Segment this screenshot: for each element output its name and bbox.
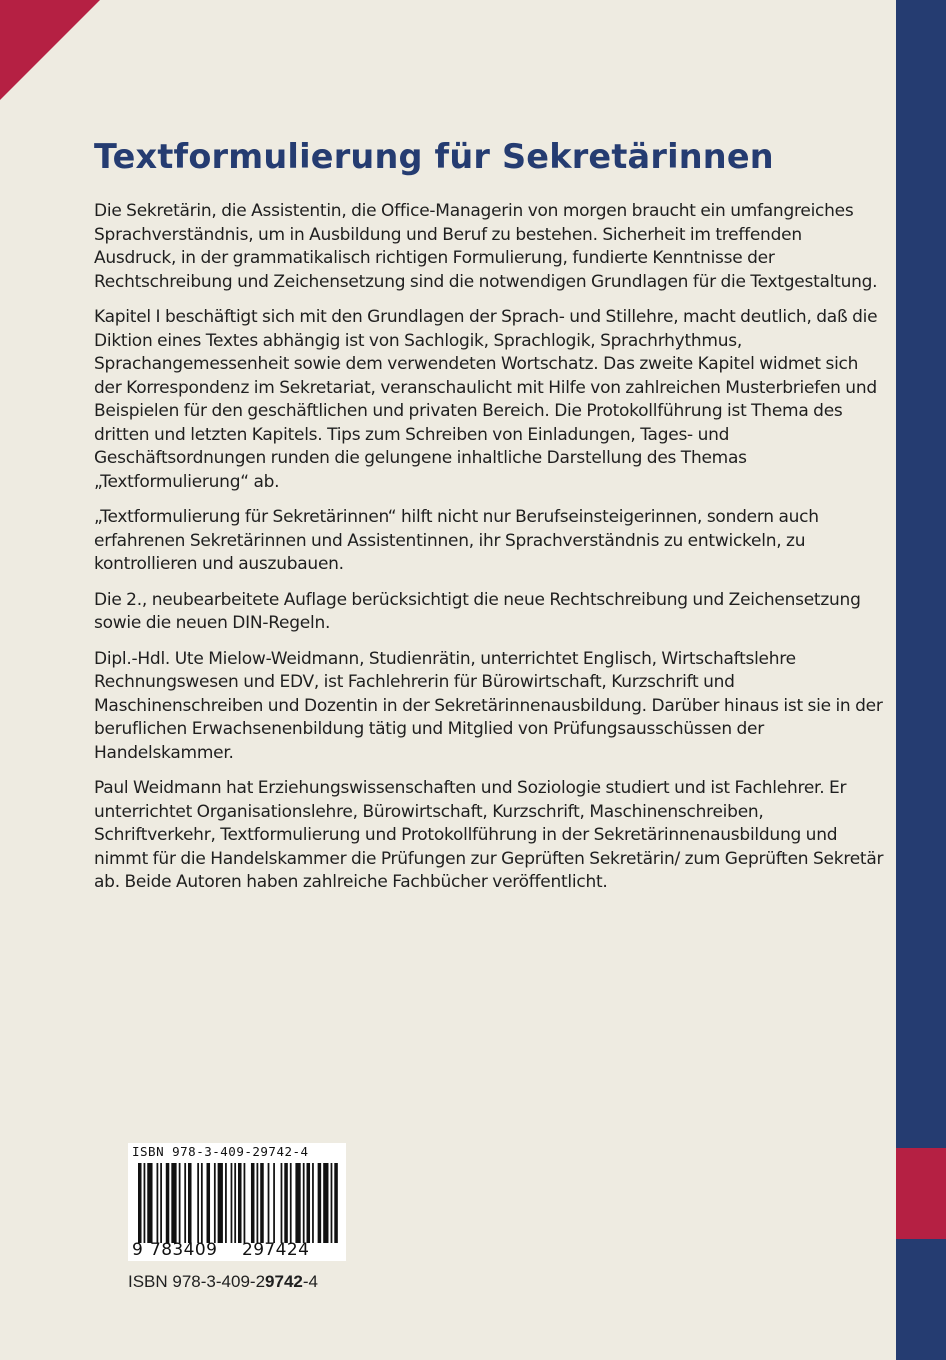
barcode-bar [323, 1163, 328, 1243]
paragraph-intro: Die Sekretärin, die Assistentin, die Office-Managerin von morgen braucht ein umfangreiches Sprachverständnis, um in Ausbildung und Beruf zu bestehen. Sicherheit im treffenden Ausdruck, in der grammatikalisch richtigen Formulierung, fundierte Kenntnisse der Rechtschreibung und Zeichensetzung sind die notwendigen Grundlagen für die Textgestaltung. [94, 201, 878, 292]
barcode-bar [257, 1163, 259, 1243]
paragraph-contents: Kapitel I beschäftigt sich mit den Grundlagen der Sprach- und Stillehre, macht deutlich, daß die Diktion eines Textes abhängig ist von Sachlogik, Sprachlogik, Sprachrhythmus, Sprachangemessenheit sowie dem verwendeten Wortschatz. Das zweite Kapitel widmet sich der Korrespondenz im Sekretariat, veranschaulicht mit Hilfe von zahlreichen Musterbriefen und Beispielen für den geschäftlichen und privaten Bereich. Die Protokollführung ist Thema des dritten und letzten Kapitels. Tips zum Schreiben von Einladungen, Tages- und Geschäftsordnungen runden die gelungene inhaltliche Darstellung des Themas „Textformulierung“ ab. [94, 307, 878, 492]
paragraph-audience: „Textformulierung für Sekretärinnen“ hilft nicht nur Berufseinsteigerinnen, sondern auch erfahrenen Sekretärinnen und Assistentinnen, ihr Sprachverständnis zu entwickeln, zu kontrollieren und auszubauen. [94, 507, 819, 574]
barcode-bar [157, 1163, 159, 1243]
barcode-bar [184, 1163, 186, 1243]
barcode-digit-first: 9 [132, 1240, 144, 1260]
paragraph-edition: Die 2., neubearbeitete Auflage berücksichtigt die neue Rechtschreibung und Zeichensetzung sowie die neuen DIN-Regeln. [94, 589, 861, 633]
barcode-bar [295, 1163, 300, 1243]
barcode-bar [318, 1163, 322, 1243]
paragraph-author-2: Paul Weidmann hat Erziehungswissenschaften und Soziologie studiert und ist Fachlehrer. Er unterrichtet Organisationslehre, Bürowirtschaft, Kurzschrift, Maschinenschreiben, Schriftverkehr, Textformulierung und Protokollführung in der Sekretärinnenausbildung und nimmt für die Handelskammer die Prüfungen zur Geprüften Sekretärin/ zum Geprüften Sekretär ab. Beide Autoren haben zahlreiche Fachbücher veröffentlicht. [94, 778, 884, 892]
isbn-bold-part: 9742 [265, 1272, 303, 1291]
barcode-isbn-text: ISBN 978-3-409-29742-4 [132, 1144, 309, 1159]
barcode-bar [244, 1163, 246, 1243]
barcode-bar [231, 1163, 233, 1243]
barcode-bar [166, 1163, 170, 1243]
barcode-bar [307, 1163, 311, 1243]
barcode-bar [218, 1163, 223, 1243]
barcode-digits-left: 783409 [150, 1240, 218, 1260]
barcode-bar [179, 1163, 181, 1243]
barcode-bar [284, 1163, 288, 1243]
barcode-bar [251, 1163, 255, 1243]
barcode-bars [138, 1163, 338, 1243]
barcode-label [128, 1143, 346, 1261]
barcode-bar [207, 1163, 211, 1243]
blurb-text [94, 200, 884, 907]
barcode-bar [260, 1163, 264, 1243]
barcode-bar [144, 1163, 146, 1243]
barcode-bar [331, 1163, 333, 1243]
barcode-bar [147, 1163, 152, 1243]
barcode-bar [201, 1163, 203, 1243]
barcode-bar [197, 1163, 199, 1243]
barcode-bar [273, 1163, 275, 1243]
barcode-bar [268, 1163, 270, 1243]
isbn-suffix: -4 [302, 1272, 318, 1291]
barcode-bar [138, 1163, 142, 1243]
barcode-bar [303, 1163, 305, 1243]
barcode-bar [290, 1163, 292, 1243]
isbn-line [128, 1272, 318, 1292]
barcode-bar [214, 1163, 216, 1243]
barcode-bar [334, 1163, 338, 1243]
paragraph-author-1: Dipl.-Hdl. Ute Mielow-Weidmann, Studienrätin, unterrichtet Englisch, Wirtschaftslehre Rechnungswesen und EDV, ist Fachlehrerin für Bürowirtschaft, Kurzschrift und Maschinenschreiben und Dozentin in der Sekretärinnenausbildung. Darüber hinaus ist sie in der beruflichen Erwachsenenbildung tätig und Mitglied von Prüfungsausschüssen der Handelskammer. [94, 648, 883, 763]
isbn-prefix: ISBN 978-3-409-2 [128, 1272, 266, 1291]
corner-triangle [0, 0, 100, 100]
barcode-bar [188, 1163, 192, 1243]
barcode-bar [312, 1163, 314, 1243]
barcode-bar [171, 1163, 176, 1243]
barcode-bar [160, 1163, 162, 1243]
barcode-bar [234, 1163, 236, 1243]
spine-red-band [896, 1148, 946, 1239]
barcode-digits-right: 297424 [242, 1240, 310, 1260]
cover-title: Textformulierung für Sekretärinnen [94, 137, 774, 176]
barcode-bar [281, 1163, 283, 1243]
barcode-bar [225, 1163, 227, 1243]
barcode-bar [238, 1163, 242, 1243]
